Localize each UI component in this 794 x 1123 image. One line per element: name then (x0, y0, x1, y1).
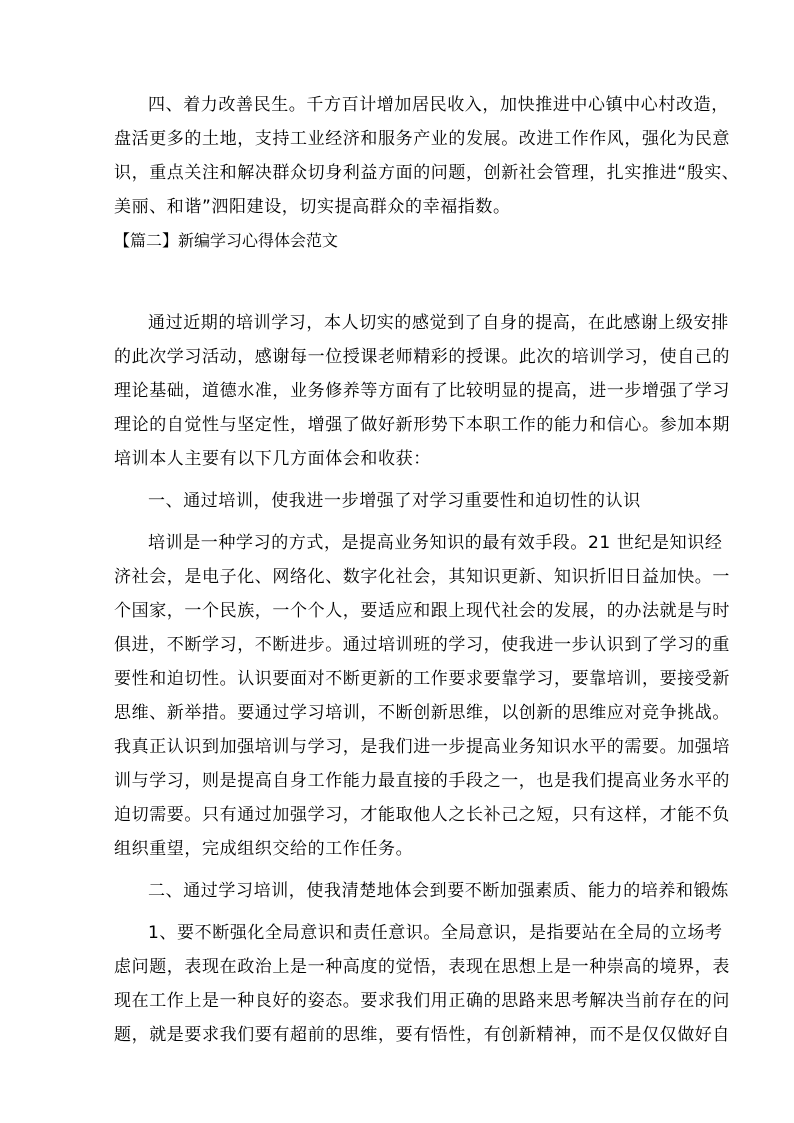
paragraph-line: 识，重点关注和解决群众切身利益方面的问题，创新社会管理，扎实推进“殷实、 (114, 163, 740, 183)
paragraph-line: 迫切需要。只有通过加强学习，才能取他人之长补己之短，只有这样，才能不负 (114, 805, 730, 825)
paragraph-line: 四、着力改善民生。千方百计增加居民收入，加快推进中心镇中心村改造， (148, 95, 729, 115)
intro-paragraph (114, 306, 730, 476)
paragraph-line: 虑问题，表现在政治上是一种高度的觉悟，表现在思想上是一种崇高的境界，表 (114, 957, 730, 977)
paragraph-line: 的此次学习活动，感谢每一位授课老师精彩的授课。此次的培训学习，使自己的 (114, 347, 730, 367)
paragraph-line: 培训本人主要有以下几方面体会和收获： (114, 449, 431, 469)
paragraph-line: 组织重望，完成组织交给的工作任务。 (114, 839, 414, 859)
paragraph-line: 通过近期的培训学习，本人切实的感觉到了自身的提高，在此感谢上级安排 (148, 313, 729, 333)
paragraph-line: 要性和迫切性。认识要面对不断更新的工作要求要靠学习，要靠培训，要接受新 (114, 669, 730, 689)
paragraph-line: 理论基础，道德水准，业务修养等方面有了比较明显的提高，进一步增强了学习 (114, 381, 730, 401)
document-page (114, 88, 740, 1052)
point-one-paragraph (114, 526, 730, 866)
paragraph-line: 盘活更多的土地，支持工业经济和服务产业的发展。改进工作作风，强化为民意 (114, 129, 730, 149)
paragraph-line: 现在工作上是一种良好的姿态。要求我们用正确的思路来思考解决当前存在的问 (114, 991, 730, 1011)
paragraph-gap (114, 908, 684, 916)
paragraph-gap (114, 518, 684, 526)
paragraph-line: 题，就是要求我们要有超前的思维，要有悟性，有创新精神，而不是仅仅做好自 (114, 1025, 730, 1045)
paragraph-line: 俱进，不断学习，不断进步。通过培训班的学习，使我进一步认识到了学习的重 (114, 635, 730, 655)
paragraph-line: 训与学习，则是提高自身工作能力最直接的手段之一，也是我们提高业务水平的 (114, 771, 730, 791)
blank-space (114, 258, 684, 306)
paragraph-line: 济社会，是电子化、网络化、数字化社会，其知识更新、知识折旧日益加快。一 (114, 567, 730, 587)
point-two-paragraph (114, 916, 730, 1052)
paragraph-gap (114, 476, 684, 484)
point-two-heading: 二、通过学习培训，使我清楚地体会到要不断加强素质、能力的培养和锻炼 (148, 881, 729, 901)
paragraph-line: 我真正认识到加强培训与学习，是我们进一步提高业务知识水平的需要。加强培 (114, 737, 730, 757)
chapter-two-heading: 【篇二】新编学习心得体会范文 (114, 231, 339, 250)
paragraph-gap (114, 866, 684, 874)
section-four-paragraph (114, 88, 740, 224)
paragraph-line: 培训是一种学习的方式，是提高业务知识的最有效手段。21 世纪是知识经 (148, 533, 723, 553)
paragraph-line: 美丽、和谐”泗阳建设，切实提高群众的幸福指数。 (114, 197, 511, 217)
point-one-heading: 一、通过培训，使我进一步增强了对学习重要性和迫切性的认识 (148, 491, 641, 511)
paragraph-line: 思维、新举措。要通过学习培训，不断创新思维，以创新的思维应对竞争挑战。 (114, 703, 730, 723)
paragraph-line: 理论的自觉性与坚定性，增强了做好新形势下本职工作的能力和信心。参加本期 (114, 415, 730, 435)
paragraph-line: 个国家，一个民族，一个个人，要适应和跟上现代社会的发展，的办法就是与时 (114, 601, 730, 621)
paragraph-line: 1、要不断强化全局意识和责任意识。全局意识，是指要站在全局的立场考 (148, 923, 723, 943)
